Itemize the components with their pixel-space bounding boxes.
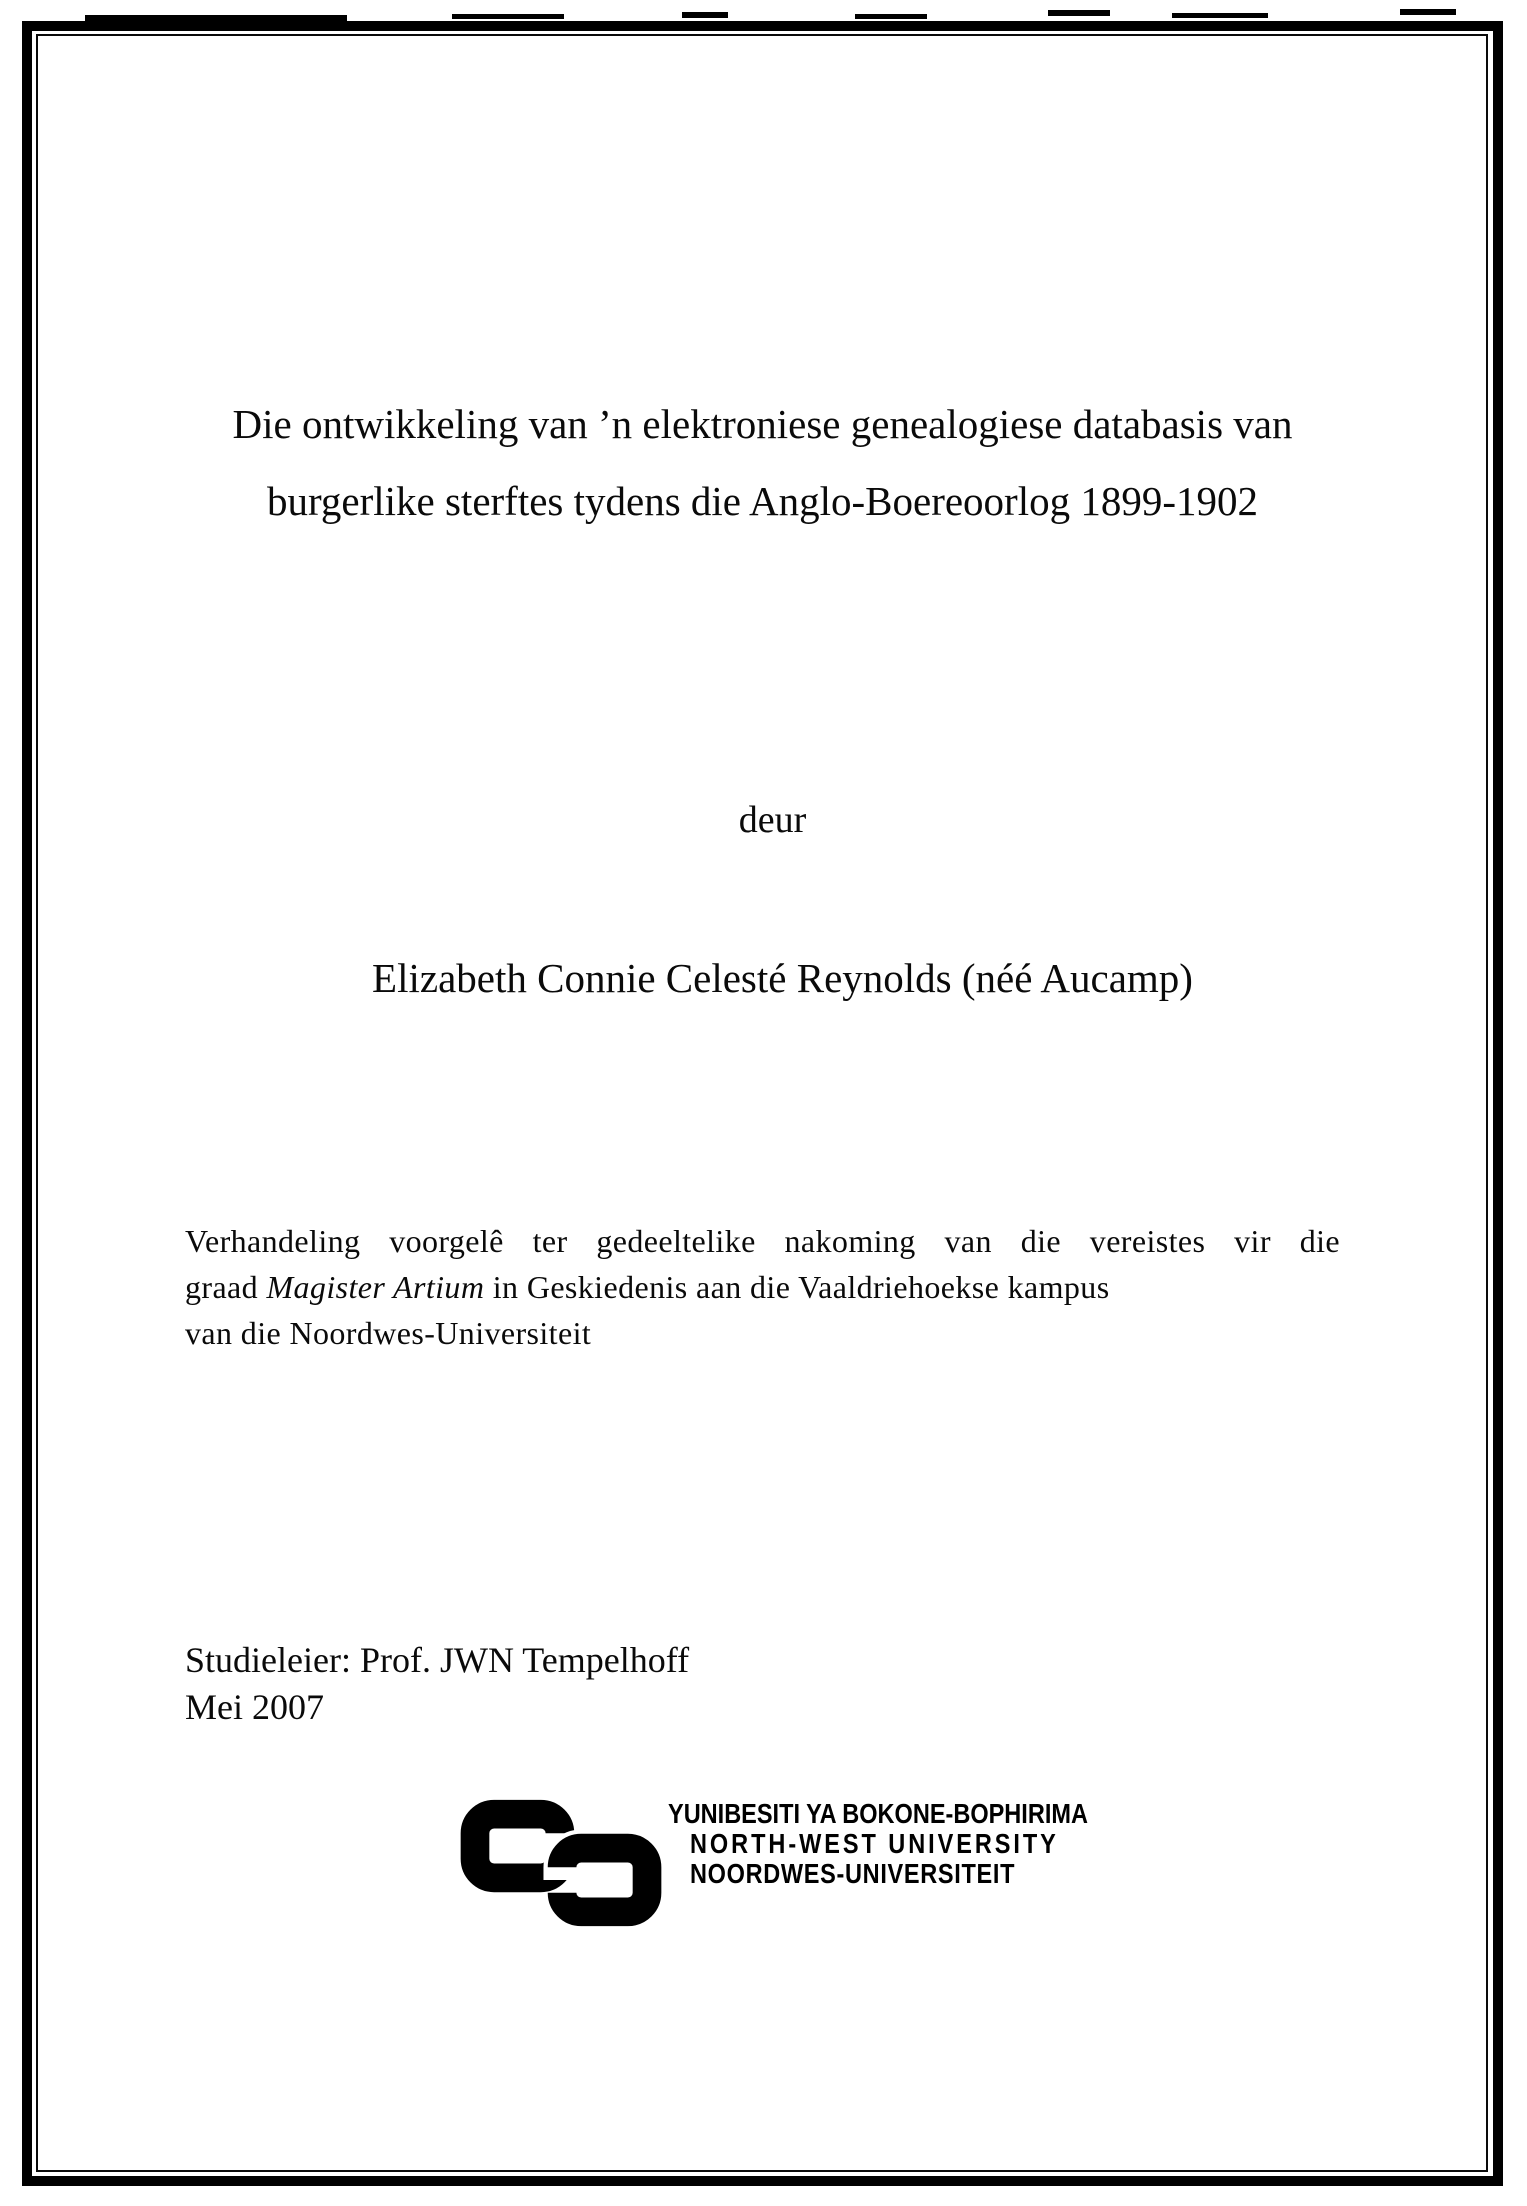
scan-artifact	[85, 15, 347, 21]
thesis-statement	[185, 1218, 1340, 1356]
degree-name: Magister Artium	[266, 1269, 485, 1305]
university-logo	[458, 1795, 1178, 1935]
thesis-title-line2: burgerlike sterftes tydens die Anglo-Boereoorlog 1899-1902	[266, 478, 1258, 524]
author-name: Elizabeth Connie Celesté Reynolds (néé Aucamp)	[372, 955, 1193, 1001]
university-logo-text	[668, 1799, 1168, 1889]
chain-links-logo-icon	[458, 1797, 664, 1929]
statement-line2-pre: graad	[185, 1269, 267, 1305]
scan-artifact	[1172, 13, 1268, 18]
statement-line2-post: in Geskiedenis aan die Vaaldriehoekse kampus	[484, 1269, 1110, 1305]
statement-line1: Verhandeling voorgelê ter gedeeltelike nakoming van die vereistes vir die	[185, 1223, 1340, 1259]
scan-artifact	[682, 12, 728, 18]
scan-artifact	[452, 14, 564, 19]
logo-text-afrikaans: NOORDWES-UNIVERSITEIT	[690, 1858, 1016, 1889]
byline-label: deur	[738, 799, 807, 841]
thesis-title-line1: Die ontwikkeling van ’n elektroniese genealogiese databasis van	[232, 401, 1293, 447]
scan-artifact	[1400, 9, 1456, 15]
logo-text-english: NORTH-WEST UNIVERSITY	[690, 1828, 1059, 1859]
supervisor-line: Studieleier: Prof. JWN Tempelhoff	[185, 1640, 690, 1680]
statement-line3: van die Noordwes-Universiteit	[185, 1315, 592, 1351]
date-line: Mei 2007	[185, 1687, 324, 1727]
thesis-title	[185, 386, 1340, 540]
statement-line2	[185, 1264, 1340, 1310]
scan-artifact	[855, 14, 927, 19]
supervisor-block	[185, 1637, 1085, 1731]
logo-text-setswana: YUNIBESITI YA BOKONE-BOPHIRIMA	[668, 1798, 1088, 1829]
scan-artifact	[1048, 10, 1110, 16]
